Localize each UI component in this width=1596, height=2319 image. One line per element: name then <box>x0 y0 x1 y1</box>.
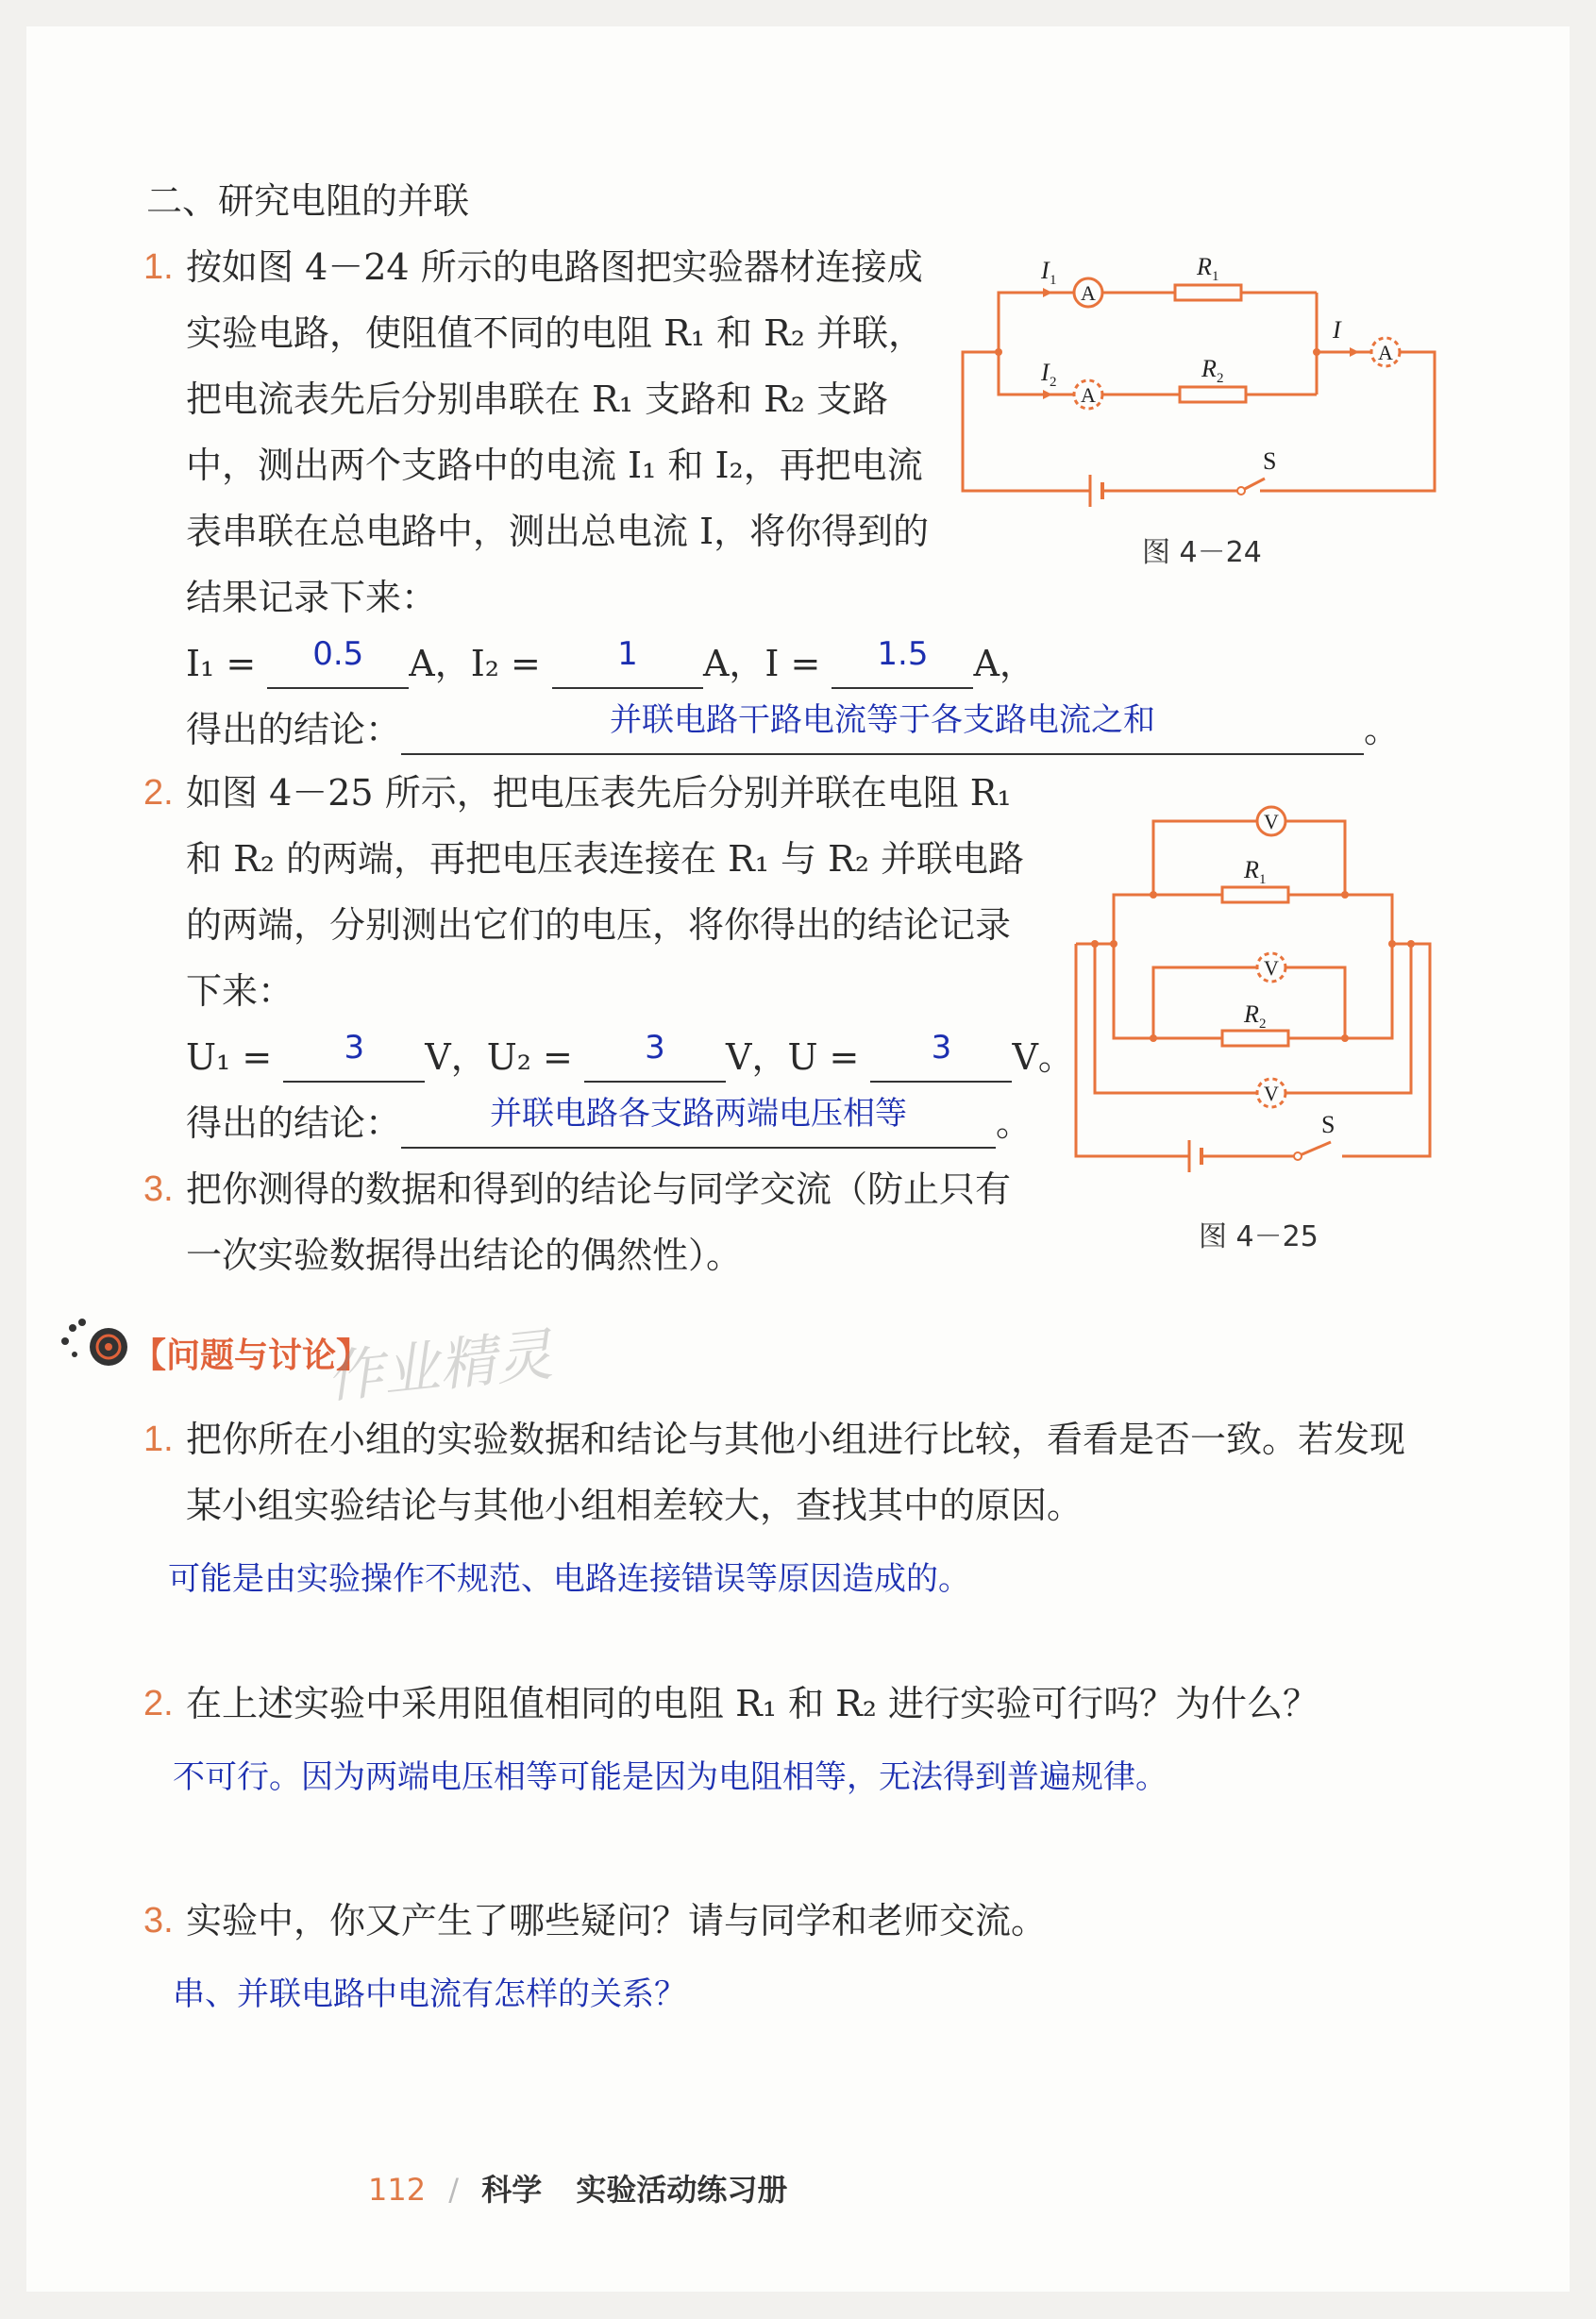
current-arrow <box>1043 390 1052 399</box>
label-subscript: 1 <box>1212 269 1219 284</box>
q2-conclusion <box>186 1090 1032 1156</box>
junction-node <box>1407 940 1415 948</box>
section-title: 二、研究电阻的并联 <box>146 180 470 222</box>
text-line: 把你所在小组的实验数据和结论与其他小组进行比较，看看是否一致。若发现 <box>186 1419 1406 1460</box>
wire <box>1285 967 1345 1038</box>
text-line: 结果记录下来： <box>186 577 438 618</box>
icon-dot <box>61 1337 69 1345</box>
label-r2: R <box>1201 355 1217 382</box>
i2-label: A，I₂ = <box>409 643 541 684</box>
i2-blank[interactable] <box>552 635 703 689</box>
text-line: 按如图 4－24 所示的电路图把实验器材连接成 <box>186 246 923 288</box>
i1-label: I₁ = <box>186 643 257 684</box>
current-arrow <box>1350 347 1359 357</box>
voltmeter-label: V <box>1264 810 1279 833</box>
icon-dot <box>69 1324 76 1332</box>
u-answer: 3 <box>931 1029 952 1067</box>
label-switch: S <box>1321 1111 1336 1138</box>
u1-answer: 3 <box>344 1029 365 1067</box>
u2-answer: 3 <box>645 1029 665 1067</box>
junction-node <box>1150 1034 1157 1042</box>
junction-node <box>1110 940 1117 948</box>
i-blank[interactable] <box>832 635 973 689</box>
junction-node <box>995 348 1002 356</box>
question-number: 3. <box>143 1901 174 1941</box>
wire <box>1076 944 1189 1156</box>
discussion-item-3 <box>186 1888 1047 1954</box>
q1-text <box>186 234 929 630</box>
conclusion-answer: 并联电路各支路两端电压相等 <box>490 1095 908 1133</box>
conclusion-blank[interactable] <box>401 1095 996 1149</box>
q2-measurements <box>186 1024 1074 1090</box>
label-i1: I <box>1041 257 1050 284</box>
discussion-item-2 <box>186 1671 1319 1737</box>
label-r1: R <box>1197 253 1212 280</box>
ammeter-label: A <box>1081 383 1096 407</box>
wire <box>1342 944 1430 1156</box>
junction-node <box>1313 348 1320 356</box>
conclusion-label: 得出的结论： <box>186 1102 402 1144</box>
question-number: 3. <box>143 1169 174 1209</box>
switch-contact <box>1237 487 1245 495</box>
text-line: 下来： <box>186 970 294 1012</box>
discussion-icon <box>52 1317 137 1373</box>
u-label: V，U = <box>726 1036 860 1078</box>
text-line: 实验中，你又产生了哪些疑问？请与同学和老师交流。 <box>186 1900 1048 1941</box>
discussion-badge: 【问题与讨论】 <box>132 1336 371 1375</box>
q3-text <box>186 1156 1011 1288</box>
unit-label: V。 <box>1012 1036 1074 1078</box>
u-blank[interactable] <box>870 1029 1012 1083</box>
wire <box>1285 821 1345 895</box>
junction-node <box>1341 891 1349 899</box>
watermark: 作业精灵 <box>323 1321 556 1412</box>
label-r1: R <box>1244 856 1259 883</box>
conclusion-answer: 并联电路干路电流等于各支路电流之和 <box>610 701 1156 739</box>
junction-node <box>1388 940 1396 948</box>
q2-text <box>186 760 1024 1024</box>
i1-blank[interactable] <box>267 635 409 689</box>
question-number: 1. <box>143 1420 174 1459</box>
question-number: 1. <box>143 247 174 287</box>
page-number: 112 <box>368 2172 427 2208</box>
wire <box>963 352 1090 491</box>
wire <box>1114 895 1222 944</box>
label-r2: R <box>1244 1000 1259 1028</box>
text-line: 在上述实验中采用阻值相同的电阻 R₁ 和 R₂ 进行实验可行吗？为什么？ <box>186 1683 1319 1724</box>
i-answer: 1.5 <box>877 635 929 673</box>
q1-measurements <box>186 630 1035 697</box>
figure-caption-4-25: 图 4－25 <box>1199 1220 1319 1253</box>
footer-subject: 科学 <box>481 2172 543 2208</box>
voltmeter-label: V <box>1264 1082 1279 1105</box>
label-i: I <box>1333 316 1341 344</box>
text-line: 把你测得的数据和得到的结论与同学交流（防止只有 <box>186 1168 1012 1210</box>
circuit-diagram-4-25 <box>1057 793 1453 1189</box>
label-subscript: 2 <box>1259 1017 1267 1032</box>
text-line: 把电流表先后分别串联在 R₁ 支路和 R₂ 支路 <box>186 378 889 420</box>
text-line: 表串联在总电路中，测出总电流 I，将你得到的 <box>186 511 930 552</box>
conclusion-blank[interactable] <box>401 701 1364 755</box>
wire <box>999 352 1076 395</box>
wire <box>1114 944 1222 1038</box>
unit-label: A， <box>973 643 1035 684</box>
question-number: 2. <box>143 1684 174 1723</box>
switch-blade <box>1298 1142 1331 1156</box>
discussion-item-1 <box>186 1406 1405 1538</box>
label-subscript: 2 <box>1050 375 1057 390</box>
current-arrow <box>1043 288 1052 297</box>
u2-blank[interactable] <box>584 1029 726 1083</box>
wire <box>1288 895 1392 944</box>
text-line: 如图 4－25 所示，把电压表先后分别并联在电阻 R₁ <box>186 772 1012 814</box>
resistor-r2 <box>1180 387 1246 402</box>
i1-answer: 0.5 <box>312 635 364 673</box>
i-label: A，I = <box>702 643 821 684</box>
ammeter-label: A <box>1081 281 1096 305</box>
footer-book-title: 实验活动练习册 <box>576 2172 788 2208</box>
wire <box>1260 352 1435 491</box>
q1-conclusion <box>186 697 1400 763</box>
label-subscript: 1 <box>1050 273 1057 288</box>
text-line: 实验电路，使阻值不同的电阻 R₁ 和 R₂ 并联， <box>186 312 925 354</box>
u1-blank[interactable] <box>283 1029 425 1083</box>
discussion-answer-1: 可能是由实验操作不规范、电路连接错误等原因造成的。 <box>168 1560 970 1598</box>
resistor-r1 <box>1222 887 1288 902</box>
u1-label: U₁ = <box>186 1036 273 1078</box>
text-line: 的两端，分别测出它们的电压，将你得出的结论记录 <box>186 904 1012 946</box>
voltmeter-label: V <box>1264 956 1279 980</box>
question-number: 2. <box>143 773 174 813</box>
text-line: 和 R₂ 的两端，再把电压表连接在 R₁ 与 R₂ 并联电路 <box>186 838 1025 880</box>
resistor-r1 <box>1175 285 1241 300</box>
u2-label: V，U₂ = <box>425 1036 573 1078</box>
page-footer <box>368 2166 787 2210</box>
icon-dot <box>72 1352 77 1357</box>
footer-separator: / <box>448 2172 460 2208</box>
label-subscript: 1 <box>1259 872 1267 887</box>
period: 。 <box>1364 709 1401 750</box>
wire <box>1153 821 1258 895</box>
label-i2: I <box>1041 359 1050 386</box>
figure-caption-4-24: 图 4－24 <box>1142 536 1262 569</box>
wire <box>1153 967 1258 1038</box>
ammeter-label: A <box>1378 341 1393 364</box>
discussion-answer-2: 不可行。因为两端电压相等可能是因为电阻相等，无法得到普遍规律。 <box>173 1758 1168 1796</box>
junction-node <box>1091 940 1099 948</box>
junction-node <box>1341 1034 1349 1042</box>
label-subscript: 2 <box>1217 371 1224 386</box>
text-line: 中，测出两个支路中的电流 I₁ 和 I₂，再把电流 <box>186 445 923 486</box>
label-switch: S <box>1263 447 1277 475</box>
conclusion-label: 得出的结论： <box>186 709 402 750</box>
wire <box>999 293 1076 352</box>
wire <box>1288 944 1392 1038</box>
discussion-answer-3: 串、并联电路中电流有怎样的关系？ <box>173 1975 686 2013</box>
icon-dot <box>78 1319 86 1326</box>
switch-contact <box>1294 1152 1302 1160</box>
junction-node <box>1150 891 1157 899</box>
text-line: 某小组实验结论与其他小组相差较大，查找其中的原因。 <box>186 1485 1084 1526</box>
period: 。 <box>996 1102 1033 1144</box>
text-line: 一次实验数据得出结论的偶然性）。 <box>186 1235 743 1276</box>
resistor-r2 <box>1222 1031 1288 1046</box>
icon-center <box>105 1343 112 1351</box>
i2-answer: 1 <box>617 635 638 673</box>
